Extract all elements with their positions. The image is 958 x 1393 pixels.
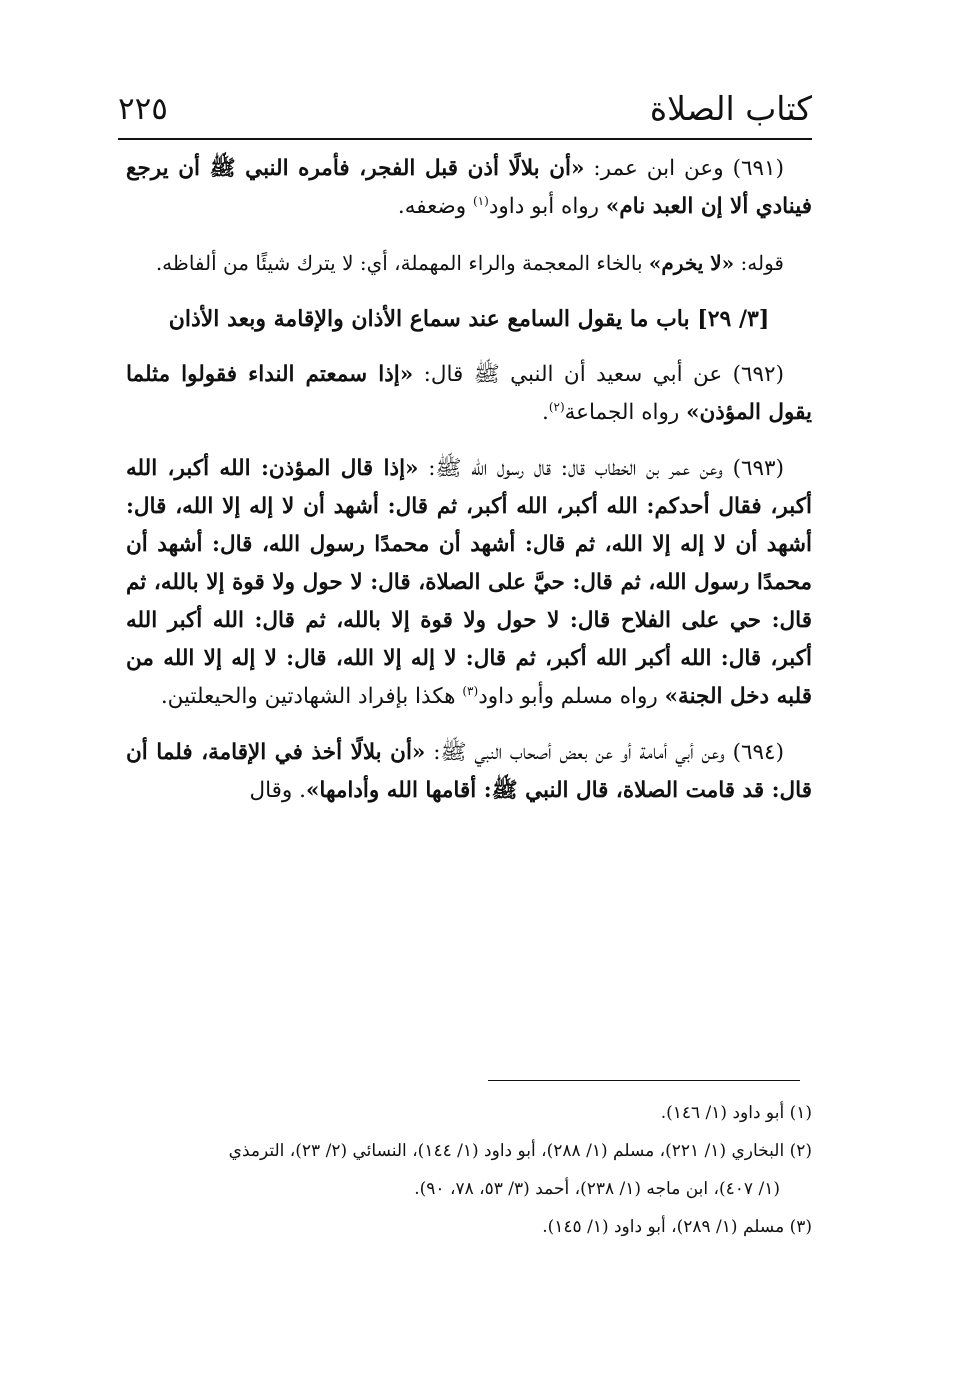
- hadith-quote: «إذا قال المؤذن: الله أكبر، الله أكبر، فقال أحدكم: الله أكبر، الله أكبر، ثم قال: أشهد أن لا إله إلا الله، قال: أشهد أن لا إله إلا الله، ثم قال: أشهد أن محمدًا رسول الله، قال: أشهد أن محمدًا رسول الله، ثم قال: حيَّ على الصلاة، قال: لا حول ولا قوة إلا بالله، ثم قال: حي على الفلاح قال: لا حول ولا قوة إلا بالله، ثم قال: الله أكبر الله أكبر، قال: الله أكبر الله أكبر، ثم قال: لا إله إلا الله، قال: لا إله إلا الله من قلبه دخل الجنة»: [126, 456, 812, 709]
- page-body: [126, 150, 812, 828]
- footnote-2-continued: (١/ ٤٠٧)، ابن ماجه (١/ ٢٣٨)، أحمد (٣/ ٥٣، ٧٨، ٩٠).: [414, 1179, 780, 1199]
- note-text: بالخاء المعجمة والراء المهملة، أي: لا يترك شيئًا من ألفاظه.: [155, 251, 649, 275]
- hadith-number: (٦٩٤): [732, 740, 784, 765]
- hadith-quote: «أن بلالًا أذن قبل الفجر، فأمره النبي ﷺ أن يرجع فينادي ألا إن العبد نام»: [126, 156, 812, 219]
- chapter-title: باب ما يقول السامع عند سماع الأذان والإقامة وبعد الأذان: [168, 306, 698, 332]
- hadith-quote: «إذا سمعتم النداء فقولوا مثلما يقول المؤذن»: [126, 362, 812, 425]
- hadith-tail: . وقال: [249, 778, 306, 803]
- hadith-intro: وعن أبي أمامة أو عن بعض أصحاب النبي ﷺ:: [425, 740, 733, 765]
- footnote-ref: (٢): [548, 399, 565, 414]
- note-quote: «لا يخرم»: [648, 251, 735, 275]
- footnote-2: (٢) البخاري (١/ ٢٢١)، مسلم (١/ ٢٨٨)، أبو داود (١/ ١٤٤)، النسائي (٢/ ٢٣)، الترمذي: [228, 1141, 812, 1161]
- footnote-3: (٣) مسلم (١/ ٢٨٩)، أبو داود (١/ ١٤٥).: [542, 1217, 812, 1237]
- footnote-ref: (١): [472, 193, 489, 208]
- hadith-tail: هكذا بإفراد الشهادتين والحيعلتين.: [160, 684, 463, 709]
- hadith-tail: .: [541, 400, 549, 425]
- hadith-quote: «أن بلالًا أخذ في الإقامة، فلما أن قال: قد قامت الصلاة، قال النبي ﷺ: أقامها الله وأدامها»: [126, 740, 812, 803]
- header-rule: [118, 138, 812, 140]
- note-prefix: قوله:: [734, 251, 784, 275]
- hadith-attribution: رواه أبو داود: [488, 194, 606, 219]
- hadith-attribution: رواه الجماعة: [564, 400, 687, 425]
- chapter-heading: [126, 300, 812, 338]
- hadith-number: (٦٩١): [732, 156, 784, 181]
- note-691: [126, 244, 812, 282]
- footnotes: [126, 1096, 812, 1248]
- page-number: ٢٢٥: [118, 91, 168, 127]
- hadith-number: (٦٩٢): [732, 362, 784, 387]
- hadith-intro: عن أبي سعيد أن النبي ﷺ قال:: [413, 362, 733, 387]
- hadith-intro: وعن عمر بن الخطاب قال: قال رسول الله ﷺ:: [418, 456, 733, 481]
- hadith-693: [126, 450, 812, 716]
- hadith-attribution: رواه مسلم وأبو داود: [478, 684, 665, 709]
- page-header: [118, 86, 812, 132]
- hadith-691: [126, 150, 812, 226]
- footnote-1: (١) أبو داود (١/ ١٤٦).: [660, 1103, 812, 1123]
- hadith-tail: وضعفه.: [397, 194, 473, 219]
- hadith-intro: وعن ابن عمر:: [584, 156, 733, 181]
- footnote-ref: (٣): [462, 683, 479, 698]
- running-title: كتاب الصلاة: [649, 89, 812, 128]
- hadith-692: [126, 356, 812, 432]
- footnote-rule: [488, 1080, 800, 1081]
- hadith-694: [126, 734, 812, 810]
- chapter-number: [٣/ ٢٩]: [697, 306, 770, 332]
- hadith-number: (٦٩٣): [732, 456, 784, 481]
